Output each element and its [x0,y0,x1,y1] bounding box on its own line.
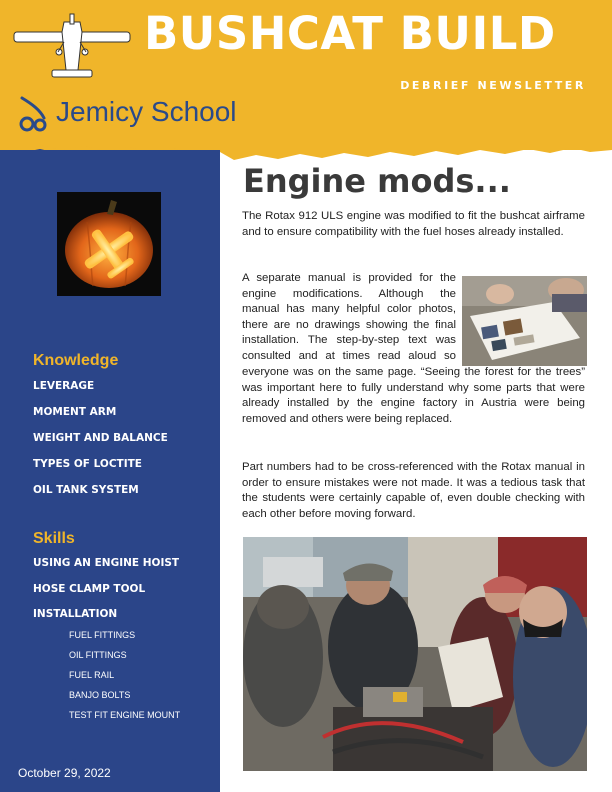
installation-subitem: FUEL RAIL [69,670,115,680]
article-line: engine modifications. Although the [242,287,456,300]
knowledge-item: WEIGHT AND BALANCE [33,432,168,444]
installation-subitem: OIL FITTINGS [69,650,127,660]
skills-item: INSTALLATION [33,608,118,620]
knowledge-item: TYPES OF LOCTITE [33,458,142,470]
skills-item: HOSE CLAMP TOOL [33,583,146,595]
knowledge-item: MOMENT ARM [33,406,117,418]
skills-heading: Skills [33,530,75,547]
article-line: there are no drawings showing the final [242,318,456,331]
knowledge-item: OIL TANK SYSTEM [33,484,139,496]
school-name: Jemicy School [56,96,237,127]
students-engine-photo [243,537,587,771]
article-paragraph-wrapped [242,271,456,365]
newsletter-title: BUSHCAT BUILD [144,7,556,60]
installation-subitem: BANJO BOLTS [69,690,131,700]
knowledge-item: LEVERAGE [33,380,95,392]
newsletter-date: October 29, 2022 [18,766,111,780]
school-logo-icon [18,94,50,134]
article-paragraph: The Rotax 912 ULS engine was modified to fit the bushcat airframe and to ensure compatibility with the fuel hoses already installed. [242,210,585,238]
skills-item: USING AN ENGINE HOIST [33,557,180,569]
article-heading: Engine mods... [243,162,511,200]
installation-subitem: TEST FIT ENGINE MOUNT [69,710,181,720]
article-paragraph: everyone was on the same page. “Seeing the forest for the trees” was important here to fully understand why some parts that were already installed by the engine factory in Austria were being removed and others were being replaced. [242,366,585,425]
airplane-icon [12,12,132,84]
installation-subitem: FUEL FITTINGS [69,630,136,640]
article-line: A separate manual is provided for the [242,272,456,284]
article-line: installation. The step-by-step text was [242,334,456,347]
pumpkin-image [57,192,161,296]
article-line: consulted and at times read aloud so [242,349,456,362]
knowledge-heading: Knowledge [33,352,119,369]
article-line: manual has many helpful color photos, [242,303,456,316]
article-paragraph: Part numbers had to be cross-referenced with the Rotax manual in order to ensure mistakes were not made. It was a tedious task that the students were certainly capable of, even double checking with each other before moving forward. [242,461,585,520]
manual-photo [462,276,587,366]
newsletter-subtitle: DEBRIEF NEWSLETTER [400,79,586,92]
